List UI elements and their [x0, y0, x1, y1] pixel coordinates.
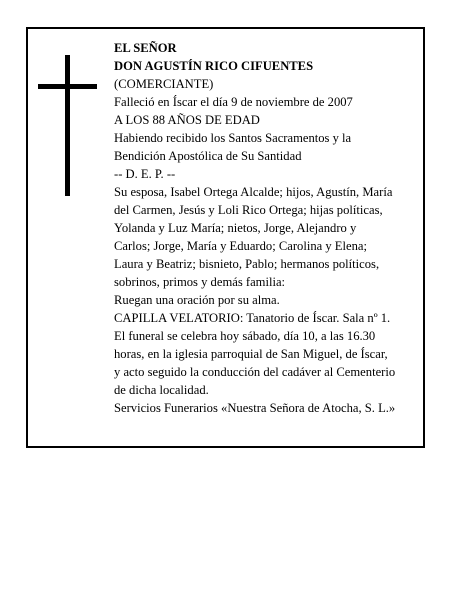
- obituary-text-block: [114, 39, 426, 417]
- family-line-6: sobrinos, primos y demás familia:: [114, 275, 286, 289]
- sacraments-line-2: Bendición Apostólica de Su Santidad: [114, 149, 302, 163]
- funeral-line-3: y acto seguido la conducción del cadáver al Cementerio: [114, 365, 396, 379]
- cross-icon: [65, 55, 70, 196]
- wake-location: CAPILLA VELATORIO: Tanatorio de Íscar. Sala nº 1.: [114, 311, 391, 325]
- age: A LOS 88 AÑOS DE EDAD: [114, 113, 260, 127]
- sacraments-line-1: Habiendo recibido los Santos Sacramentos y la: [114, 131, 352, 145]
- family-line-3: Yolanda y Luz María; nietos, Jorge, Alejandro y: [114, 221, 357, 235]
- family-line-1: Su esposa, Isabel Ortega Alcalde; hijos, Agustín, María: [114, 185, 393, 199]
- date-of-death: Falleció en Íscar el día 9 de noviembre de 2007: [114, 95, 353, 109]
- occupation: (COMERCIANTE): [114, 77, 214, 91]
- family-line-5: Laura y Beatriz; bisnieto, Pablo; hermanos políticos,: [114, 257, 380, 271]
- funeral-line-4: de dicha localidad.: [114, 383, 209, 397]
- funeral-services-provider: Servicios Funerarios «Nuestra Señora de Atocha, S. L.»: [114, 401, 396, 415]
- family-line-4: Carlos; Jorge, María y Eduardo; Carolina y Elena;: [114, 239, 367, 253]
- prayer-request: Ruegan una oración por su alma.: [114, 293, 280, 307]
- rip-line: -- D. E. P. --: [114, 167, 176, 181]
- funeral-line-2: horas, en la iglesia parroquial de San Miguel, de Íscar,: [114, 347, 388, 361]
- deceased-name: DON AGUSTÍN RICO CIFUENTES: [114, 59, 314, 73]
- heading-title: EL SEÑOR: [114, 41, 177, 55]
- family-line-2: del Carmen, Jesús y Loli Rico Ortega; hijas políticas,: [114, 203, 383, 217]
- funeral-line-1: El funeral se celebra hoy sábado, día 10, a las 16.30: [114, 329, 376, 343]
- cross-icon-crossbar: [38, 84, 97, 89]
